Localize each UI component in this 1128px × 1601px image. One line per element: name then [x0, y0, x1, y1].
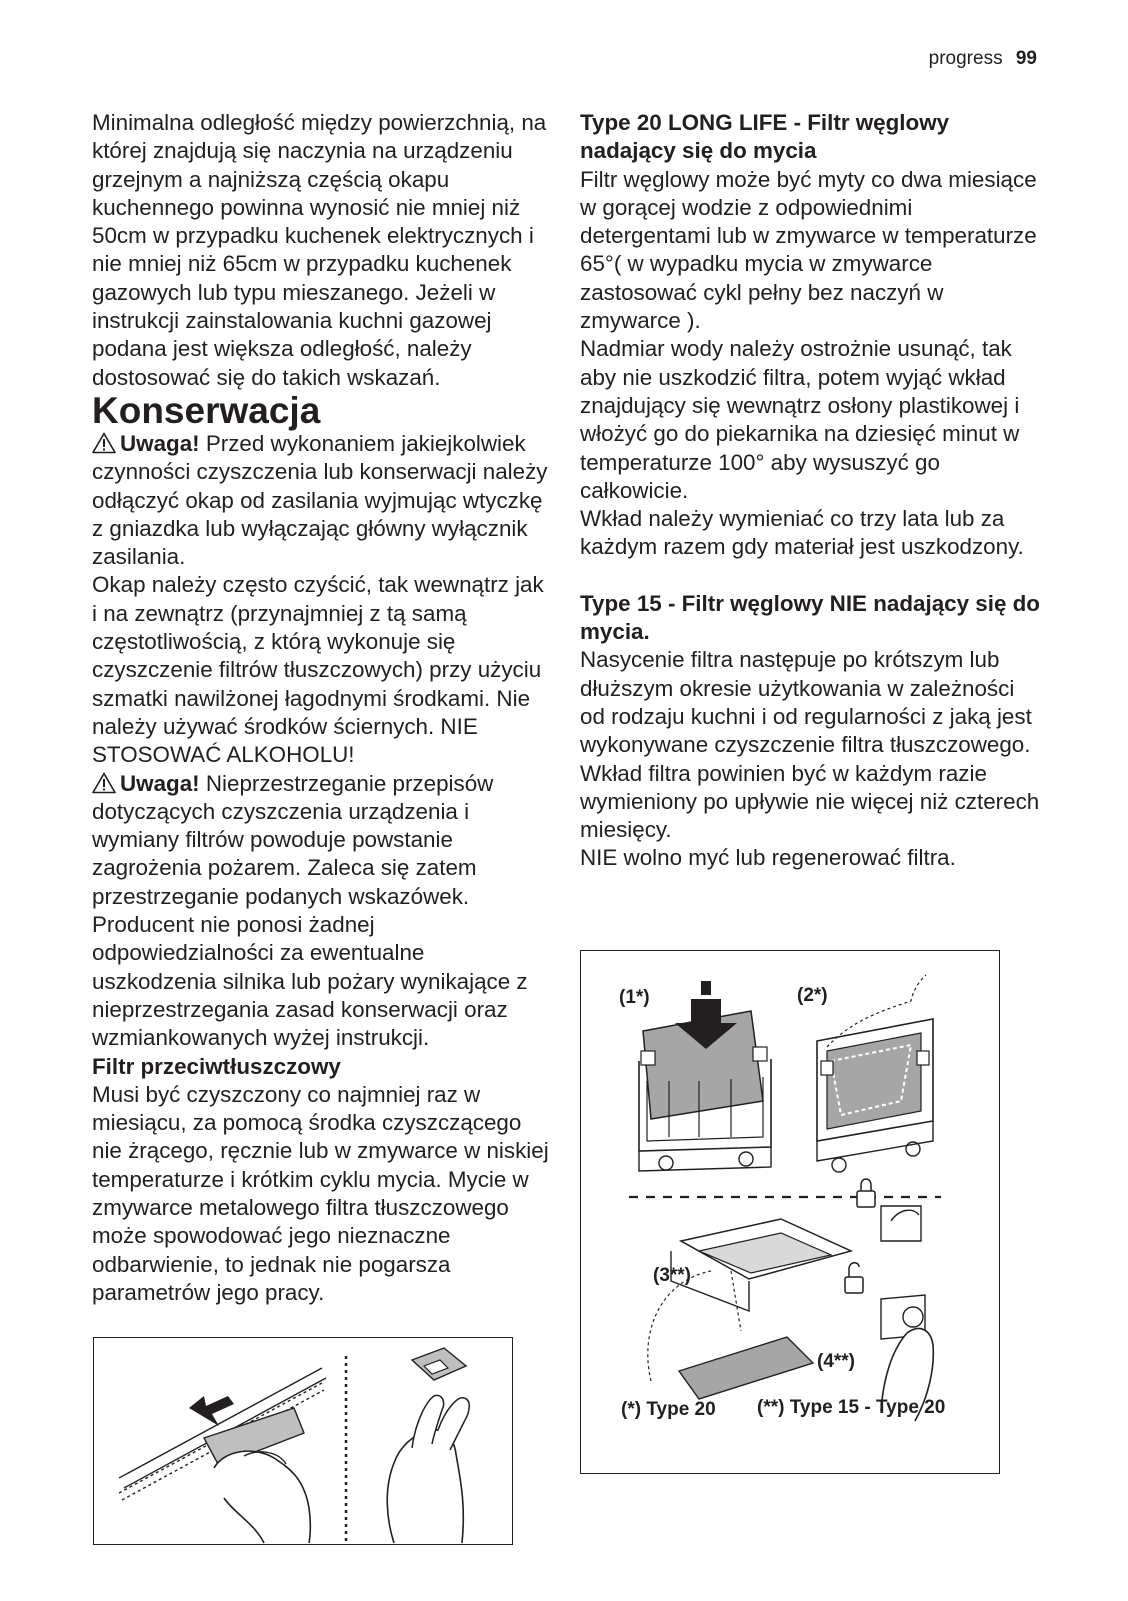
- right-column: [580, 109, 1040, 873]
- page-header: [929, 48, 1037, 70]
- warning-triangle-icon: [92, 432, 116, 454]
- warning-paragraph-1: [92, 430, 552, 571]
- step-1-drawing: [639, 981, 771, 1171]
- charcoal-filter-drawing: [581, 951, 999, 1473]
- type20-heading: Type 20 LONG LIFE - Filtr węglowy nadający się do mycia: [580, 110, 950, 164]
- label-step-4: (4**): [817, 1351, 856, 1372]
- type15-paragraph-1: Nasycenie filtra następuje po krótszym lub dłuższym okresie użytkowania w zależności od rodzaju kuchni i od regularności z jaką jest wykonywane czyszczenie filtra tłuszczowego. Wkład filtra powinien być w każdym razie wymieniony po upływie nie więcej niż czterech miesięcy.: [580, 647, 1040, 843]
- warning-label-1: Uwaga!: [120, 430, 200, 456]
- cleaning-paragraph: Okap należy często czyścić, tak wewnątrz jak i na zewnątrz (przynajmniej z tą samą częstotliwością, z którą wykonuje się czyszczenie filtrów tłuszczowych) przy użyciu szmatki nawilżonej łagodnymi środkami. Nie należy używać środków ściernych. NIE STOSOWAĆ ALKOHOLU!: [92, 572, 544, 768]
- lock-open-icon: [845, 1263, 863, 1293]
- grease-filter-heading: Filtr przeciwtłuszczowy: [92, 1053, 341, 1079]
- warning-paragraph-2: [92, 770, 552, 1053]
- lock-closed-icon: [857, 1179, 875, 1207]
- step-4-drawing: [881, 1206, 933, 1421]
- type20-paragraph-3: Wkład należy wymieniać co trzy lata lub za każdym razem gdy materiał jest uszkodzony.: [580, 506, 1024, 560]
- warning-triangle-icon: [92, 772, 116, 794]
- charcoal-filter-illustration: [580, 950, 1000, 1474]
- type20-paragraph-2: Nadmiar wody należy ostrożnie usunąć, tak aby nie uszkodzić filtra, potem wyjąć wkład znajdujący się wewnątrz osłony plastikowej i włożyć go do piekarnika na dziesięć minut w temperaturze 100° aby wysuszyć go całkowicie.: [580, 336, 1020, 503]
- spacer: [580, 562, 1040, 590]
- type15-heading: Type 15 - Filtr węglowy NIE nadający się do mycia.: [580, 590, 1040, 645]
- warning-text-2: Nieprzestrzeganie przepisów dotyczących czyszczenia urządzenia i wymiany filtrów powoduje powstanie zagrożenia pożarem. Zaleca się zatem przestrzeganie podanych wskazówek. Producent nie ponosi żadnej odpowiedzialności za ewentualne uszkodzenia silnika lub pożary wynikające z nieprzestrzegania zasad konserwacji oraz wzmiankowanych wyżej instrukcji.: [92, 770, 528, 1051]
- left-column: [92, 109, 552, 1307]
- step-2-drawing: [817, 975, 933, 1172]
- label-step-3: (3**): [653, 1265, 692, 1286]
- label-step-2: (2*): [797, 985, 828, 1006]
- caption-type-15-20: (**) Type 15 - Type 20: [757, 1397, 946, 1418]
- label-step-1: (1*): [619, 987, 650, 1008]
- intro-paragraph: Minimalna odległość między powierzchnią, na której znajdują się naczynia na urządzeniu grzejnym a najniższą częścią okapu kuchennego powinna wynosić nie mniej niż 50cm w przypadku kuchenek elektrycznych i nie mniej niż 65cm w przypadku kuchenek gazowych lub typu mieszanego. Jeżeli w instrukcji zainstalowania kuchni gazowej podana jest większa odległość, należy dostosować się do takich wskazań.: [92, 110, 547, 390]
- warning-text-1: Przed wykonaniem jakiejkolwiek czynności czyszczenia lub konserwacji należy odłączyć okap od zasilania wyjmując wtyczkę z gniazdka lub wyłączając główny wyłącznik zasilania.: [92, 430, 548, 570]
- type15-paragraph-2: NIE wolno myć lub regenerować filtra.: [580, 845, 956, 871]
- caption-type-20: (*) Type 20: [621, 1399, 716, 1420]
- step-3-drawing: [648, 1219, 851, 1399]
- grease-filter-paragraph: Musi być czyszczony co najmniej raz w miesiącu, za pomocą środka czyszczącego nie żrącego, ręcznie lub w zmywarce w niskiej temperaturze i krótkim cyklu mycia. Mycie w zmywarce metalowego filtra tłuszczowego może spowodować jego nieznaczne odbarwienie, to jednak nie pogarsza parametrów jego pracy.: [92, 1081, 549, 1305]
- grease-filter-drawing: [94, 1338, 512, 1544]
- grease-filter-illustration: [93, 1337, 513, 1545]
- type20-paragraph-1: Filtr węglowy może być myty co dwa miesiące w gorącej wodzie z odpowiednimi detergentami lub w zmywarce w temperaturze 65°( w wypadku mycia w zmywarce zastosować cykl pełny bez naczyń w zmywarce ).: [580, 166, 1037, 334]
- warning-label-2: Uwaga!: [120, 770, 200, 796]
- brand-name: progress: [928, 48, 1003, 69]
- page-number: 99: [1015, 48, 1037, 69]
- section-heading: Konserwacja: [92, 389, 321, 431]
